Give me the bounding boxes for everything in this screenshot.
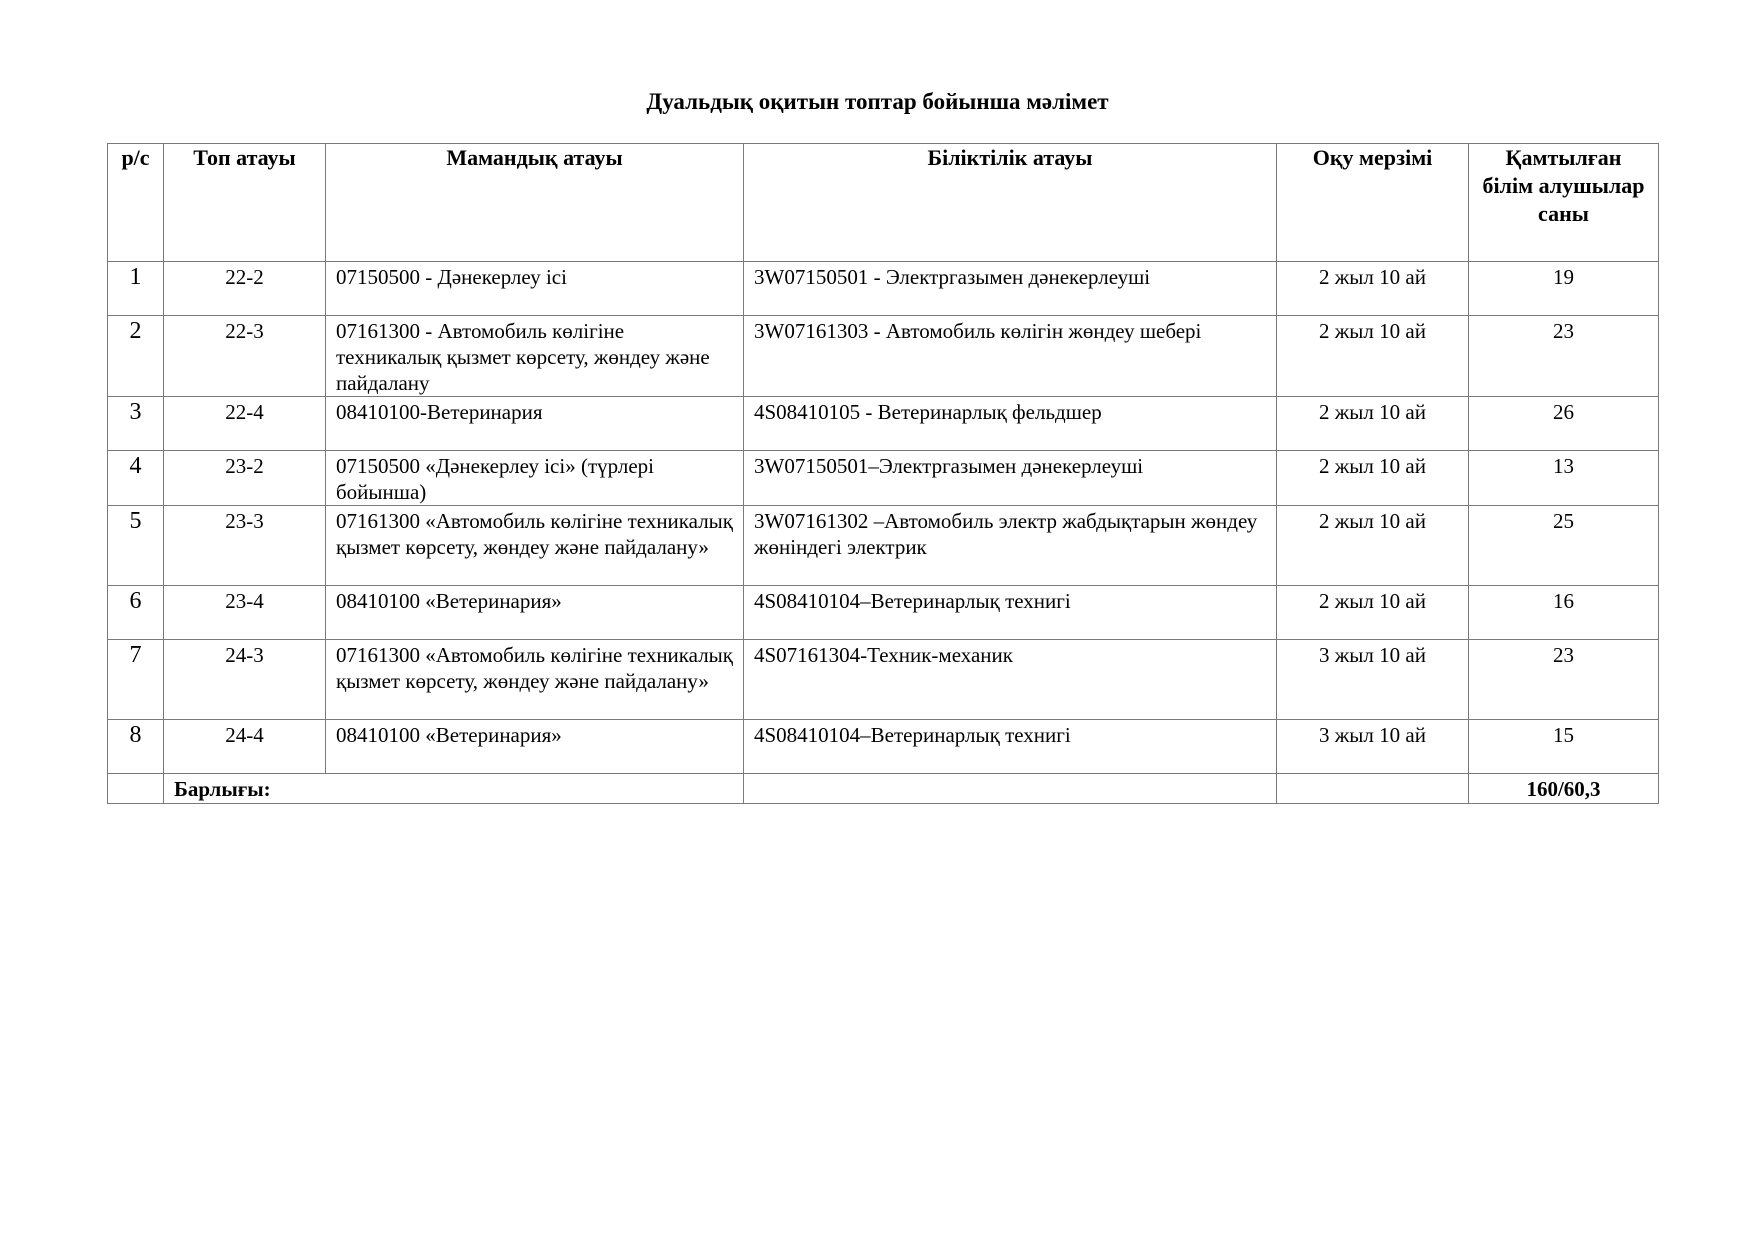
row-group: 22-3 (164, 316, 326, 397)
table-row (108, 720, 1659, 774)
table-row (108, 262, 1659, 316)
row-term: 2 жыл 10 ай (1277, 397, 1469, 451)
row-term: 2 жыл 10 ай (1277, 316, 1469, 397)
header-count: Қамтылған білім алушылар саны (1469, 144, 1659, 262)
row-term: 3 жыл 10 ай (1277, 720, 1469, 774)
row-count: 23 (1469, 316, 1659, 397)
table-row (108, 640, 1659, 720)
row-specialty: 07161300 «Автомобиль көлігіне техникалық қызмет көрсету, жөндеу және пайдалану» (326, 640, 744, 720)
total-num-empty (108, 774, 164, 804)
row-group: 24-4 (164, 720, 326, 774)
row-group: 23-2 (164, 451, 326, 506)
row-group: 24-3 (164, 640, 326, 720)
table-header-row (108, 144, 1659, 262)
header-group: Топ атауы (164, 144, 326, 262)
row-group: 22-2 (164, 262, 326, 316)
table-row (108, 451, 1659, 506)
row-term: 3 жыл 10 ай (1277, 640, 1469, 720)
row-qualification: 3W07161303 - Автомобиль көлігін жөндеу шебері (744, 316, 1277, 397)
row-count: 23 (1469, 640, 1659, 720)
row-num: 2 (108, 316, 164, 397)
row-specialty: 07150500 - Дәнекерлеу ісі (326, 262, 744, 316)
table-row (108, 586, 1659, 640)
header-term: Оқу мерзімі (1277, 144, 1469, 262)
total-term-empty (1277, 774, 1469, 804)
table-row (108, 316, 1659, 397)
row-term: 2 жыл 10 ай (1277, 451, 1469, 506)
row-num: 4 (108, 451, 164, 506)
row-count: 19 (1469, 262, 1659, 316)
row-num: 7 (108, 640, 164, 720)
row-num: 6 (108, 586, 164, 640)
total-count: 160/60,3 (1469, 774, 1659, 804)
row-qualification: 3W07150501–Электргазымен дәнекерлеуші (744, 451, 1277, 506)
row-qualification: 4S08410104–Ветеринарлық технигі (744, 586, 1277, 640)
row-group: 23-4 (164, 586, 326, 640)
table-total-row (108, 774, 1659, 804)
row-term: 2 жыл 10 ай (1277, 586, 1469, 640)
row-num: 5 (108, 506, 164, 586)
row-num: 3 (108, 397, 164, 451)
row-specialty: 08410100 «Ветеринария» (326, 586, 744, 640)
row-qualification: 3W07150501 - Электргазымен дәнекерлеуші (744, 262, 1277, 316)
row-num: 1 (108, 262, 164, 316)
row-count: 26 (1469, 397, 1659, 451)
document-title: Дуальдық оқитын топтар бойынша мәлімет (646, 89, 1109, 114)
dual-groups-table (107, 143, 1659, 804)
table-row (108, 397, 1659, 451)
total-label: Барлығы: (164, 774, 744, 804)
row-specialty: 08410100-Ветеринария (326, 397, 744, 451)
row-count: 13 (1469, 451, 1659, 506)
row-num: 8 (108, 720, 164, 774)
row-count: 16 (1469, 586, 1659, 640)
row-qualification: 4S08410105 - Ветеринарлық фельдшер (744, 397, 1277, 451)
table-row (108, 506, 1659, 586)
header-specialty: Мамандық атауы (326, 144, 744, 262)
row-specialty: 07161300 «Автомобиль көлігіне техникалық қызмет көрсету, жөндеу және пайдалану» (326, 506, 744, 586)
header-num: р/с (108, 144, 164, 262)
row-group: 22-4 (164, 397, 326, 451)
header-qualification: Біліктілік атауы (744, 144, 1277, 262)
total-qualification-empty (744, 774, 1277, 804)
row-specialty: 07150500 «Дәнекерлеу ісі» (түрлері бойынша) (326, 451, 744, 506)
row-term: 2 жыл 10 ай (1277, 262, 1469, 316)
row-term: 2 жыл 10 ай (1277, 506, 1469, 586)
row-specialty: 07161300 - Автомобиль көлігіне техникалық қызмет көрсету, жөндеу және пайдалану (326, 316, 744, 397)
row-qualification: 4S08410104–Ветеринарлық технигі (744, 720, 1277, 774)
row-specialty: 08410100 «Ветеринария» (326, 720, 744, 774)
row-group: 23-3 (164, 506, 326, 586)
row-qualification: 3W07161302 –Автомобиль электр жабдықтарын жөндеу жөніндегі электрик (744, 506, 1277, 586)
row-qualification: 4S07161304-Техник-механик (744, 640, 1277, 720)
row-count: 15 (1469, 720, 1659, 774)
row-count: 25 (1469, 506, 1659, 586)
